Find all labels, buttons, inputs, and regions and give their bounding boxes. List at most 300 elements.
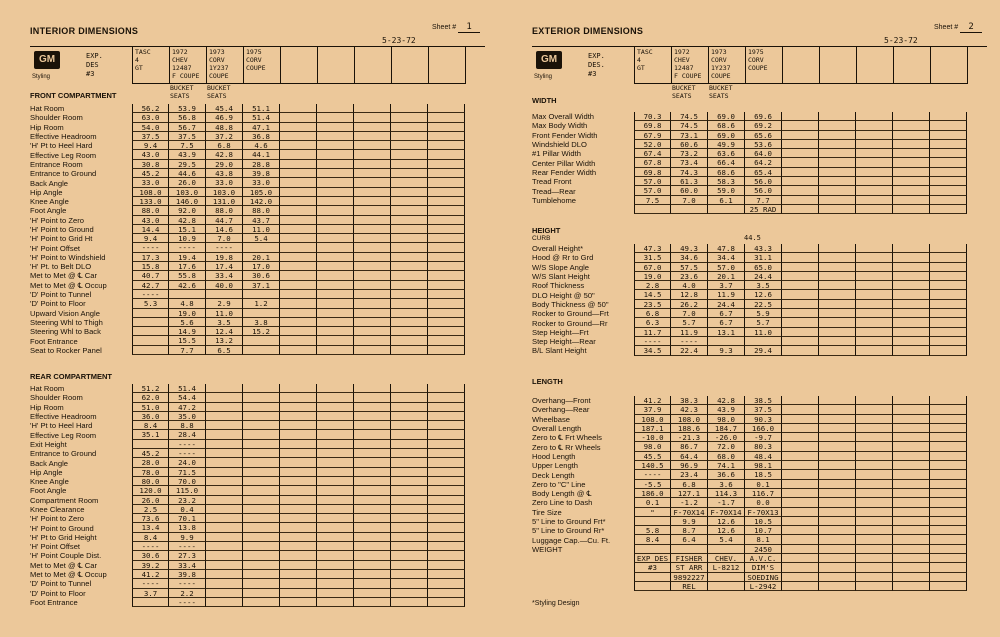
row-cells: [634, 300, 967, 309]
table-cell: [893, 263, 930, 272]
curb-weight-note: 44.5: [744, 234, 761, 242]
table-cell: 8.1: [745, 535, 782, 544]
row-cells: [634, 396, 967, 405]
table-cell: 13.2: [206, 336, 243, 345]
table-cell: [893, 309, 930, 318]
table-cell: [856, 396, 893, 405]
table-cell: [354, 225, 391, 234]
row-cells: [132, 346, 465, 355]
table-cell: [354, 327, 391, 336]
table-cell: 35.0: [169, 412, 206, 421]
table-cell: [280, 188, 317, 197]
table-cell: [819, 480, 856, 489]
table-cell: [930, 318, 967, 327]
table-cell: 57.5: [671, 263, 708, 272]
table-cell: 2.5: [132, 505, 169, 514]
table-cell: [819, 405, 856, 414]
table-cell: [856, 186, 893, 195]
table-row: [30, 132, 465, 141]
table-row: [532, 405, 967, 414]
row-label: DLO Height @ 50": [532, 290, 595, 300]
table-cell: [317, 468, 354, 477]
table-cell: [856, 244, 893, 253]
table-cell: 43.9: [169, 150, 206, 159]
table-cell: [819, 112, 856, 121]
table-row: [30, 533, 465, 542]
table-cell: 63.0: [132, 113, 169, 122]
table-cell: 188.6: [671, 424, 708, 433]
table-cell: 49.9: [708, 140, 745, 149]
table-cell: 14.6: [206, 225, 243, 234]
row-label: Roof Thickness: [532, 281, 585, 291]
table-cell: 1.2: [243, 299, 280, 308]
table-cell: 58.3: [708, 177, 745, 186]
table-cell: [893, 442, 930, 451]
row-cells: [132, 412, 465, 421]
table-cell: 98.0: [708, 415, 745, 424]
table-cell: [354, 598, 391, 607]
table-cell: 33.4: [206, 271, 243, 280]
row-cells: [634, 205, 967, 214]
table-cell: 73.6: [132, 514, 169, 523]
table-cell: [243, 412, 280, 421]
table-cell: 38.5: [745, 396, 782, 405]
table-cell: [243, 336, 280, 345]
table-cell: [930, 554, 967, 563]
table-cell: [206, 430, 243, 439]
table-cell: [893, 300, 930, 309]
row-label: Zero to ℄ Rr Wheels: [532, 442, 601, 452]
table-cell: 22.5: [745, 300, 782, 309]
table-cell: [819, 508, 856, 517]
table-cell: [930, 112, 967, 121]
table-cell: ----: [132, 579, 169, 588]
row-label: 'D' Point to Tunnel: [30, 579, 92, 589]
table-cell: 6.7: [708, 309, 745, 318]
table-cell: 24.0: [169, 458, 206, 467]
table-cell: [428, 579, 465, 588]
table-cell: 42.8: [169, 216, 206, 225]
table-cell: [354, 141, 391, 150]
table-row: [30, 243, 465, 252]
table-cell: [856, 442, 893, 451]
table-cell: [708, 337, 745, 346]
row-cells: [132, 421, 465, 430]
table-cell: [317, 169, 354, 178]
sheet-date: 5-23-72: [884, 36, 918, 45]
table-cell: [280, 561, 317, 570]
table-cell: [354, 104, 391, 113]
table-cell: [930, 415, 967, 424]
table-cell: [391, 486, 428, 495]
table-cell: [856, 498, 893, 507]
table-row: [30, 206, 465, 215]
table-cell: [317, 449, 354, 458]
table-cell: ----: [206, 243, 243, 252]
table-cell: [856, 131, 893, 140]
table-cell: L-8212: [708, 563, 745, 572]
row-label: Deck Length: [532, 470, 575, 480]
table-cell: [391, 318, 428, 327]
table-row: [532, 563, 967, 572]
table-cell: 98.1: [745, 461, 782, 470]
table-cell: 56.0: [745, 186, 782, 195]
table-cell: 26.2: [671, 300, 708, 309]
table-cell: 17.0: [243, 262, 280, 271]
row-label: Max Overall Width: [532, 112, 595, 122]
table-cell: [856, 158, 893, 167]
section-title: HEIGHT: [532, 226, 561, 235]
table-cell: [391, 336, 428, 345]
table-cell: [819, 489, 856, 498]
section-table: [30, 104, 465, 355]
table-row: [30, 141, 465, 150]
row-cells: [634, 582, 967, 591]
table-cell: 64.4: [671, 452, 708, 461]
table-cell: [354, 533, 391, 542]
table-cell: ----: [671, 337, 708, 346]
table-cell: [206, 505, 243, 514]
table-cell: [132, 327, 169, 336]
table-row: [30, 318, 465, 327]
table-cell: [819, 346, 856, 355]
table-row: [532, 396, 967, 405]
table-cell: [280, 290, 317, 299]
column-header: [281, 47, 318, 83]
table-cell: 35.1: [132, 430, 169, 439]
table-cell: [317, 160, 354, 169]
table-cell: [243, 393, 280, 402]
row-cells: [634, 253, 967, 262]
table-cell: [930, 263, 967, 272]
table-cell: [354, 178, 391, 187]
table-cell: [280, 449, 317, 458]
table-cell: 120.0: [132, 486, 169, 495]
table-cell: [428, 150, 465, 159]
sheet-title: INTERIOR DIMENSIONS: [30, 26, 139, 36]
table-cell: [317, 178, 354, 187]
row-label: 5" Line to Ground Rr*: [532, 526, 605, 536]
table-cell: [782, 554, 819, 563]
table-cell: 142.0: [243, 197, 280, 206]
table-cell: [819, 582, 856, 591]
table-cell: [354, 253, 391, 262]
table-cell: 57.0: [634, 177, 671, 186]
table-cell: [354, 150, 391, 159]
table-cell: [391, 290, 428, 299]
row-label: Effective Leg Room: [30, 150, 97, 160]
row-label: Overhang—Front: [532, 396, 591, 406]
table-cell: [893, 470, 930, 479]
table-cell: 23.6: [671, 272, 708, 281]
exterior-dimensions-sheet: [512, 0, 1000, 637]
row-label: Seat to Rocker Panel: [30, 345, 102, 355]
row-cells: [132, 440, 465, 449]
table-cell: [856, 253, 893, 262]
row-label: Exit Height: [30, 439, 67, 449]
table-cell: 33.0: [206, 178, 243, 187]
table-cell: [893, 480, 930, 489]
table-cell: 56.7: [169, 123, 206, 132]
table-cell: 36.8: [243, 132, 280, 141]
table-row: [532, 131, 967, 140]
table-cell: 103.0: [206, 188, 243, 197]
table-cell: [391, 197, 428, 206]
table-cell: 60.0: [671, 186, 708, 195]
table-cell: 131.0: [206, 197, 243, 206]
table-cell: [280, 421, 317, 430]
table-cell: [391, 551, 428, 560]
table-cell: [317, 421, 354, 430]
table-row: [30, 468, 465, 477]
table-cell: ----: [169, 440, 206, 449]
table-cell: [354, 132, 391, 141]
column-header: 1973 CORV 1Y237 COUPE: [709, 47, 746, 83]
row-cells: [634, 318, 967, 327]
row-cells: [132, 113, 465, 122]
table-cell: [856, 112, 893, 121]
table-row: [532, 253, 967, 262]
table-cell: 5.7: [671, 318, 708, 327]
table-cell: [391, 169, 428, 178]
table-cell: [930, 149, 967, 158]
table-cell: [819, 337, 856, 346]
table-cell: 45.5: [634, 452, 671, 461]
table-cell: 9.9: [671, 517, 708, 526]
table-cell: [893, 149, 930, 158]
table-cell: [206, 570, 243, 579]
table-cell: 33.0: [243, 178, 280, 187]
table-cell: [428, 169, 465, 178]
table-cell: -5.5: [634, 480, 671, 489]
sheet-number: [432, 22, 480, 33]
table-row: [30, 440, 465, 449]
table-cell: 4.8: [169, 299, 206, 308]
table-cell: [782, 489, 819, 498]
table-row: [532, 346, 967, 355]
table-cell: [930, 131, 967, 140]
table-row: [30, 160, 465, 169]
table-cell: -21.3: [671, 433, 708, 442]
table-row: [532, 140, 967, 149]
table-row: [532, 498, 967, 507]
table-cell: 57.0: [708, 263, 745, 272]
column-header: [783, 47, 820, 83]
table-cell: [893, 396, 930, 405]
table-cell: 24.4: [745, 272, 782, 281]
table-cell: [819, 149, 856, 158]
table-cell: 14.4: [132, 225, 169, 234]
row-label: Rear Fender Width: [532, 167, 597, 177]
table-cell: 71.5: [169, 468, 206, 477]
table-cell: [280, 253, 317, 262]
table-cell: [428, 570, 465, 579]
table-cell: 49.3: [671, 244, 708, 253]
table-cell: [280, 336, 317, 345]
table-cell: 43.9: [708, 405, 745, 414]
table-cell: [930, 309, 967, 318]
row-label: Met to Met @ ℄ Occup: [30, 280, 107, 290]
table-cell: [317, 262, 354, 271]
table-cell: 36.6: [708, 470, 745, 479]
table-row: [30, 570, 465, 579]
table-cell: [391, 579, 428, 588]
table-cell: [428, 336, 465, 345]
table-cell: [280, 579, 317, 588]
table-cell: [930, 300, 967, 309]
table-cell: [317, 281, 354, 290]
table-row: [532, 149, 967, 158]
table-cell: 61.3: [671, 177, 708, 186]
table-row: [30, 551, 465, 560]
row-cells: [634, 535, 967, 544]
table-cell: 65.6: [745, 131, 782, 140]
seat-type-label: BUCKET SEATS: [170, 84, 194, 100]
table-cell: [856, 573, 893, 582]
table-cell: [206, 551, 243, 560]
row-cells: [132, 271, 465, 280]
table-cell: 7.5: [169, 141, 206, 150]
table-cell: [819, 318, 856, 327]
table-row: [532, 112, 967, 121]
table-cell: [428, 113, 465, 122]
row-label: Steering Whl to Thigh: [30, 317, 103, 327]
footnote: *Styling Design: [532, 600, 580, 607]
table-cell: 80.3: [745, 442, 782, 451]
column-header: TASC 4 GT: [635, 47, 672, 83]
row-cells: [132, 468, 465, 477]
table-cell: 40.7: [132, 271, 169, 280]
column-header: 1972 CHEV 12487 F COUPE: [170, 47, 207, 83]
table-row: [30, 290, 465, 299]
table-cell: [280, 160, 317, 169]
table-cell: [893, 253, 930, 262]
column-header: TASC 4 GT: [133, 47, 170, 83]
table-cell: ----: [169, 243, 206, 252]
table-cell: [856, 140, 893, 149]
table-cell: [354, 216, 391, 225]
table-cell: [132, 346, 169, 355]
table-cell: 31.5: [634, 253, 671, 262]
table-cell: 15.5: [169, 336, 206, 345]
table-cell: 5.9: [745, 309, 782, 318]
row-label: Windshield DLO: [532, 140, 587, 150]
table-cell: [243, 496, 280, 505]
table-row: [532, 263, 967, 272]
table-cell: [782, 346, 819, 355]
table-row: [532, 158, 967, 167]
table-cell: [819, 470, 856, 479]
table-cell: [428, 243, 465, 252]
table-cell: [782, 168, 819, 177]
table-row: [532, 290, 967, 299]
table-cell: [391, 150, 428, 159]
table-cell: [856, 263, 893, 272]
row-cells: [634, 112, 967, 121]
table-cell: [280, 589, 317, 598]
table-cell: 26.0: [169, 178, 206, 187]
table-cell: [856, 168, 893, 177]
table-cell: [819, 244, 856, 253]
table-row: [532, 309, 967, 318]
table-cell: [280, 570, 317, 579]
table-row: [30, 449, 465, 458]
row-label: Shoulder Room: [30, 113, 83, 123]
table-row: [30, 430, 465, 439]
table-row: [532, 205, 967, 214]
row-label: Zero to ℄ Frt Wheels: [532, 433, 602, 443]
table-cell: [819, 535, 856, 544]
table-cell: [930, 205, 967, 214]
table-cell: [819, 433, 856, 442]
table-cell: [280, 430, 317, 439]
table-cell: [428, 551, 465, 560]
table-cell: 48.4: [745, 452, 782, 461]
table-row: [532, 121, 967, 130]
table-cell: [391, 561, 428, 570]
table-cell: 20.1: [708, 272, 745, 281]
table-cell: 27.3: [169, 551, 206, 560]
gm-logo: GM: [536, 51, 562, 69]
row-cells: [634, 346, 967, 355]
table-cell: [317, 542, 354, 551]
table-cell: [893, 461, 930, 470]
table-cell: [930, 452, 967, 461]
table-cell: [745, 337, 782, 346]
table-cell: [930, 244, 967, 253]
table-row: [30, 421, 465, 430]
row-label: 'H' Point to Windshield: [30, 252, 106, 262]
table-cell: 0.1: [745, 480, 782, 489]
table-cell: [243, 505, 280, 514]
table-cell: [782, 186, 819, 195]
table-cell: [280, 150, 317, 159]
row-cells: [132, 169, 465, 178]
table-cell: [893, 158, 930, 167]
table-cell: [317, 197, 354, 206]
table-cell: 42.3: [671, 405, 708, 414]
row-cells: [132, 551, 465, 560]
table-cell: [782, 582, 819, 591]
table-cell: [354, 123, 391, 132]
row-label: 'H' Pt to Grid Height: [30, 532, 97, 542]
table-cell: [634, 205, 671, 214]
table-cell: [782, 328, 819, 337]
row-cells: [634, 149, 967, 158]
row-cells: [132, 458, 465, 467]
row-label: Tread Front: [532, 177, 572, 187]
table-cell: [856, 470, 893, 479]
row-cells: [634, 461, 967, 470]
table-cell: [354, 421, 391, 430]
table-cell: [428, 403, 465, 412]
table-cell: 34.6: [671, 253, 708, 262]
table-cell: 51.4: [243, 113, 280, 122]
table-cell: [391, 160, 428, 169]
table-cell: [317, 216, 354, 225]
table-row: [30, 598, 465, 607]
table-cell: [428, 318, 465, 327]
section-table: [532, 112, 967, 214]
table-cell: [708, 573, 745, 582]
table-cell: [280, 281, 317, 290]
row-cells: [132, 262, 465, 271]
row-cells: [132, 318, 465, 327]
table-cell: [243, 421, 280, 430]
table-cell: 10.7: [745, 526, 782, 535]
table-row: [30, 346, 465, 355]
table-cell: 60.6: [671, 140, 708, 149]
